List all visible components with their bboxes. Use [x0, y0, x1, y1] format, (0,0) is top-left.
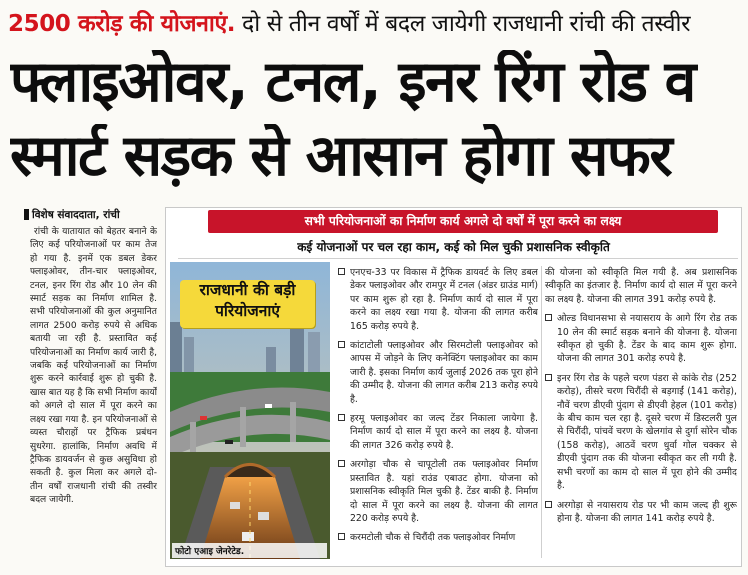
projects-banner: सभी परियोजनाओं का निर्माण कार्य अगले दो वर्षों में पूरा करने का लक्ष्य	[208, 210, 718, 233]
continued-text: की योजना को स्वीकृति मिल गयी है. अब प्रशासनिक स्वीकृति का इंतजार है. निर्माण कार्य दो साल में पूरा करने का लक्ष्य है. योजना की लागत 391 करोड़ रुपये है.	[545, 267, 737, 305]
list-item	[545, 499, 737, 526]
list-item-text: हरमू फ्लाइओवर का जल्द टेंडर निकाला जायेगा है. निर्माण कार्य दो साल में पूरा करने का लक्ष्य है. योजना की लागत 326 करोड़ रुपये है.	[350, 413, 538, 451]
kicker-black: दो से तीन वर्षों में बदल जायेगी राजधानी रांची की तस्वीर	[235, 11, 691, 37]
headline-line2: स्मार्ट सड़क से आसान होगा सफर	[10, 124, 672, 188]
byline: विशेष संवाददाता, रांची	[32, 209, 120, 221]
list-item-text: अरगोड़ा चौक से चापूटोली तक फ्लाइओवर निर्माण प्रस्तावित है. यहां राउंड एबाउट होगा. योजना को प्रशासनिक स्वीकृति मिल चुकी है. टेंडर बाकी है. निर्माण दो साल में पूरा करने का लक्ष्य है. योजना की लागत 220 करोड़ रुपये है.	[350, 459, 538, 524]
list-item-text: इनर रिंग रोड के पहले चरण पंडरा से कांके रोड (252 करोड़), तीसरे चरण चिरौंदी से बड़गाईं (141 करोड़), नौवें चरण डीएवी पुंदाग से डीएवी हेहल (101 करोड़) के बीच काम चल रहा है. दूसरे चरण में डिस्टलरी पुल से चिरौंदी, पांचवें चरण के खेलगांव से दुर्गा सोरेन चौक (158 करोड़), आठवें चरण धुर्वा गोल चक्कर से डीएवी पुंदाग तक की योजना स्वीकृत कर ली गयी है. सभी चरणों का काम दो साल में पूरा होने की उम्मीद है.	[557, 372, 737, 492]
bullet-icon	[338, 341, 345, 348]
kicker-red: 2500 करोड़ की योजनाएं.	[8, 11, 236, 37]
photo-caption: फोटो एआइ जेनरेटेड.	[172, 543, 327, 558]
list-item	[338, 339, 538, 406]
intro-text: रांची के यातायात को बेहतर बनाने के लिए कई परियोजनाओं पर काम तेज हो गया है. इनमें एक डबल डेकर फ्लाइओवर, तीन-चार फ्लाइओवर, टनल, इनर रिंग रोड और 10 लेन की स्मार्ट सड़क का निर्माण शामिल है. सभी परियोजनाओं की कुल अनुमानित लागत 2500 करोड़ रुपये से अधिक बतायी जा रही है. प्रस्तावित कई परियोजनाओं का निर्माण कार्य जारी है, जबकि कई परियोजनाओं का निर्माण शुरू करने कार्रवाई शुरू हो चुकी है. खास बात यह है कि सभी निर्माण कार्यों को अगले दो साल में पूरा करने का लक्ष्य रखा गया है. इन परियोजनाओं से व्यस्त चौराहों पर ट्रैफिक प्रबंधन सुधरेगा. हालांकि, निर्माण अवधि में ट्रैफिक डायवर्जन से कुछ असुविधा हो सकती है. कुल मिला कर अगले दो-तीन वर्षों राजधानी रांची की तस्वीर बदल जायेगी.	[30, 227, 157, 506]
list-item	[338, 531, 538, 544]
projects-column-1	[338, 266, 538, 562]
divider	[178, 258, 738, 259]
kicker	[8, 6, 742, 42]
list-item-text: अरगोड़ा से नयासराय रोड पर भी काम जल्द ही शुरू होना है. योजना की लागत 141 करोड़ रुपये है.	[557, 499, 737, 524]
list-item	[545, 312, 737, 366]
bullet-icon	[338, 414, 345, 421]
list-item-text: कांटाटोली फ्लाइओवर और सिरमटोली फ्लाइओवर को आपस में जोड़ने के लिए कनेक्टिंग फ्लाइओवर का काम जारी है. इसका निर्माण कार्य जुलाई 2026 तक पूरा होने की उम्मीद है. योजना की लागत करीब 213 करोड़ रुपये है.	[350, 340, 538, 405]
bullet-icon	[545, 314, 552, 321]
list-item-text: करमटोली चौक से चिरौंदी तक फ्लाइओवर निर्माण	[350, 532, 516, 544]
photo-tag	[180, 280, 315, 328]
bullet-icon	[545, 501, 552, 508]
bullet-icon	[545, 374, 552, 381]
projects-subbanner: कई योजनाओं पर चल रहा काम, कई को मिल चुकी प्रशासनिक स्वीकृति	[297, 240, 610, 254]
headline-line1: फ्लाइओवर, टनल, इनर रिंग रोड व	[10, 50, 695, 114]
byline-marker	[24, 209, 29, 220]
projects-column-2	[545, 266, 737, 562]
list-item	[338, 266, 538, 333]
list-item	[338, 412, 538, 452]
bullet-icon	[338, 268, 345, 275]
photo-tag-line1: राजधानी की बड़ी	[199, 281, 296, 299]
bullet-icon	[338, 460, 345, 467]
list-item	[545, 372, 737, 493]
list-item	[338, 458, 538, 525]
list-item-text: एनएच-33 पर विकास में ट्रैफिक डायवर्ट के लिए डबल डेकर फ्लाइओवर और रामपुर में टनल (अंडर ग्राउंड मार्ग) पर काम शुरू हो रहा है. निर्माण कार्य दो साल में पूरा करने का लक्ष्य रखा गया है. योजना की लागत करीब 165 करोड़ रुपये है.	[350, 267, 538, 332]
intro-column	[30, 226, 157, 560]
photo-tag-line2: परियोजनाएं	[215, 302, 280, 320]
list-item-text: ओल्ड विधानसभा से नयासराय के आगे रिंग रोड तक 10 लेन की स्मार्ट सड़क बनाने की योजना है. योजना स्वीकृत हो चुकी है. टेंडर के बाद काम शुरू होगा. योजना की लागत 301 करोड़ रुपये है.	[557, 313, 737, 365]
bullet-icon	[338, 533, 345, 540]
column-divider	[541, 266, 542, 558]
